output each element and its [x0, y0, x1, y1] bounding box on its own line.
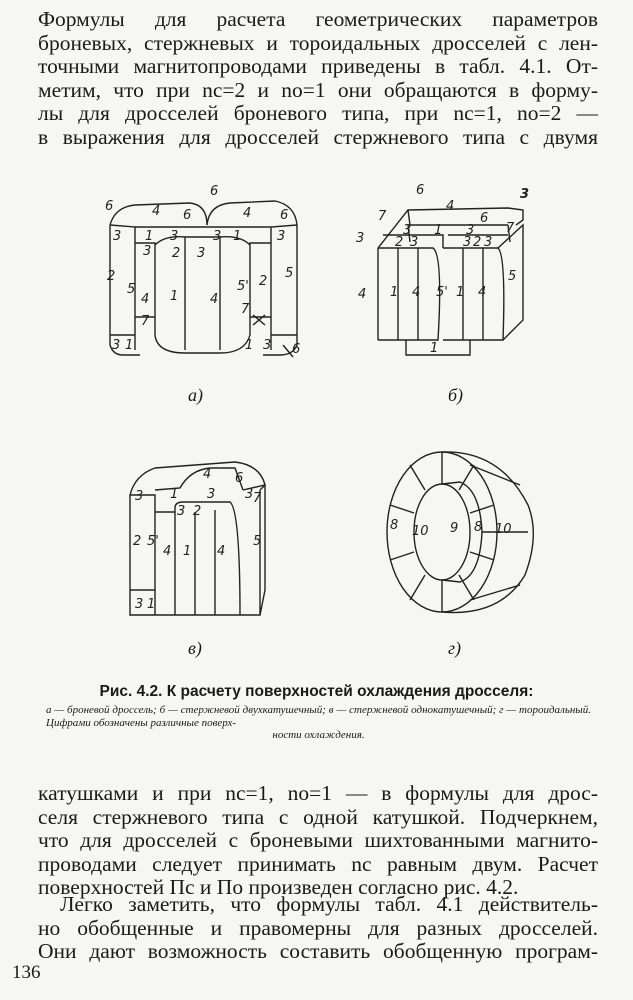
figure-number: 1: [170, 487, 179, 502]
figure-g-toroidal-choke: [370, 445, 545, 620]
figure-number: 3: [463, 235, 472, 250]
figure-number: 3: [263, 338, 272, 353]
text-line: Формулы для расчета геометрических параметров: [38, 7, 598, 31]
text-line: метим, что при nc=2 и no=1 они обращаются в форму-: [38, 77, 598, 102]
figure-b-label: б): [448, 385, 464, 405]
figure-number: 4: [446, 199, 455, 214]
figure-number: 2: [133, 534, 142, 549]
figure-number: 1: [456, 285, 465, 300]
figure-number: 3: [466, 223, 475, 238]
figure-number: 1: [170, 289, 179, 304]
figure-number: 5': [147, 534, 159, 549]
figure-number: 1: [147, 597, 156, 612]
figure-number: 3: [356, 231, 365, 246]
text-line: селя стержневого типа с одной катушкой. Подчеркнем,: [38, 804, 598, 829]
figure-number: 3: [484, 235, 493, 250]
figure-number: 4: [478, 285, 487, 300]
figure-number: 5': [237, 279, 249, 294]
text-line: катушками и при nc=1, no=1 — в формулы для дрос-: [38, 781, 598, 805]
figure-number: 6: [280, 208, 289, 223]
figure-number: 2: [107, 269, 116, 284]
figure-number: 5: [253, 534, 262, 549]
figure-number: 3: [143, 244, 152, 259]
figure-number: 7: [378, 209, 387, 224]
figure-number: 3: [197, 246, 206, 261]
figure-number: 6: [292, 342, 301, 357]
figure-number: 1: [233, 229, 242, 244]
text-line: что для дросселей с броневыми шихтованными магнито-: [38, 828, 598, 852]
figure-number: 2: [172, 246, 181, 261]
caption-text-end: ности охлаждения.: [272, 729, 365, 741]
figure-number: 4: [217, 544, 226, 559]
intro-paragraph: [38, 8, 598, 149]
figure-number: 5: [508, 269, 517, 284]
body-paragraph-1: [38, 782, 598, 900]
figure-caption-title: Рис. 4.2. К расчету поверхностей охлаждения дросселя:: [99, 683, 534, 700]
text-line: лы для дросселей броневого типа, при nc=1, no=2 —: [38, 101, 598, 125]
figure-number: 1: [434, 223, 443, 238]
figure-number: 6: [235, 471, 244, 486]
figure-number: 6: [480, 211, 489, 226]
text-line: Они дают возможность составить обобщенную програм-: [38, 939, 598, 963]
figure-number: 4: [210, 292, 219, 307]
figure-number: 3: [135, 489, 144, 504]
figure-number: 7: [241, 302, 250, 317]
figure-b-two-coil-core-choke: [348, 180, 543, 365]
figure-a-label: а): [188, 385, 203, 405]
page-number: 136: [12, 962, 41, 983]
figure-number: 9: [450, 521, 459, 536]
figure-number: 10: [495, 522, 512, 537]
figure-number: 6: [105, 199, 114, 214]
figure-number: 1: [125, 338, 134, 353]
figure-number: 1: [390, 285, 399, 300]
figure-number: 3: [245, 487, 254, 502]
figure-g-label: г): [448, 638, 462, 658]
figure-number: 3: [135, 597, 144, 612]
text-line: в выражения для дросселей стержневого типа с двумя: [38, 124, 598, 149]
figure-number: 8: [474, 520, 483, 535]
text-line: точными магнитопроводами приведены в табл. 4.1. От-: [38, 54, 598, 78]
figure-number: 3: [213, 229, 222, 244]
figure-number: 10: [412, 524, 429, 539]
text-line: но обобщенные и правомерны для разных дросселей.: [38, 915, 598, 940]
figure-number: 4: [203, 467, 212, 482]
figure-number: 5: [127, 282, 136, 297]
figure-number: 7: [253, 491, 262, 506]
figure-number: 3: [112, 338, 121, 353]
figure-number: 2: [473, 235, 482, 250]
figure-number: 3: [207, 487, 216, 502]
figure-v-label: в): [188, 638, 202, 658]
figure-number: 1: [430, 341, 439, 356]
text-line: Легко заметить, что формулы табл. 4.1 действитель-: [60, 892, 598, 916]
figure-number: 6: [416, 183, 425, 198]
figure-number: 1: [245, 338, 254, 353]
body-paragraph-2: [38, 893, 598, 964]
figure-number: 3: [277, 229, 286, 244]
figure-number: 1: [183, 544, 192, 559]
figure-number: 2: [193, 504, 202, 519]
figure-number: 4: [243, 206, 252, 221]
figure-number: 3: [177, 504, 186, 519]
text-line: проводами следует принимать nc равным двум. Расчет: [38, 851, 598, 876]
text-line: поверхностей Пс и По произведен согласно рис. 4.2.: [38, 875, 519, 899]
figure-number: 1: [145, 229, 154, 244]
figure-number: 4: [358, 287, 367, 302]
figure-caption-body: [46, 704, 591, 742]
figure-number: 5: [285, 266, 294, 281]
figure-number: 7: [506, 221, 515, 236]
figure-number: 5': [436, 285, 448, 300]
figure-number: 3: [113, 229, 122, 244]
figure-number: 7: [141, 314, 150, 329]
figure-number: 2: [259, 274, 268, 289]
figure-number: 3: [403, 223, 412, 238]
figure-a-armored-choke: [95, 185, 310, 375]
caption-text: а — броневой дроссель; б — стержневой двухкатушечный; в — стержневой однокатушечный; г — тороидальный. Цифрами обозначены различные поверх-: [46, 704, 591, 729]
figure-v-single-coil-core-choke: [115, 450, 280, 625]
text-line: броневых, стержневых и тороидальных дросселей с лен-: [38, 30, 598, 55]
figure-number: 2: [395, 235, 404, 250]
figure-number: 4: [141, 292, 150, 307]
figure-number: 3: [410, 235, 419, 250]
figure-number: 6: [210, 185, 219, 199]
figure-number: 4: [163, 544, 172, 559]
figure-number: 3: [520, 187, 530, 202]
figure-number: 8: [390, 518, 399, 533]
figure-number: 4: [412, 285, 421, 300]
figure-number: 3: [170, 229, 179, 244]
figure-number: 4: [152, 204, 161, 219]
figure-number: 6: [183, 208, 192, 223]
